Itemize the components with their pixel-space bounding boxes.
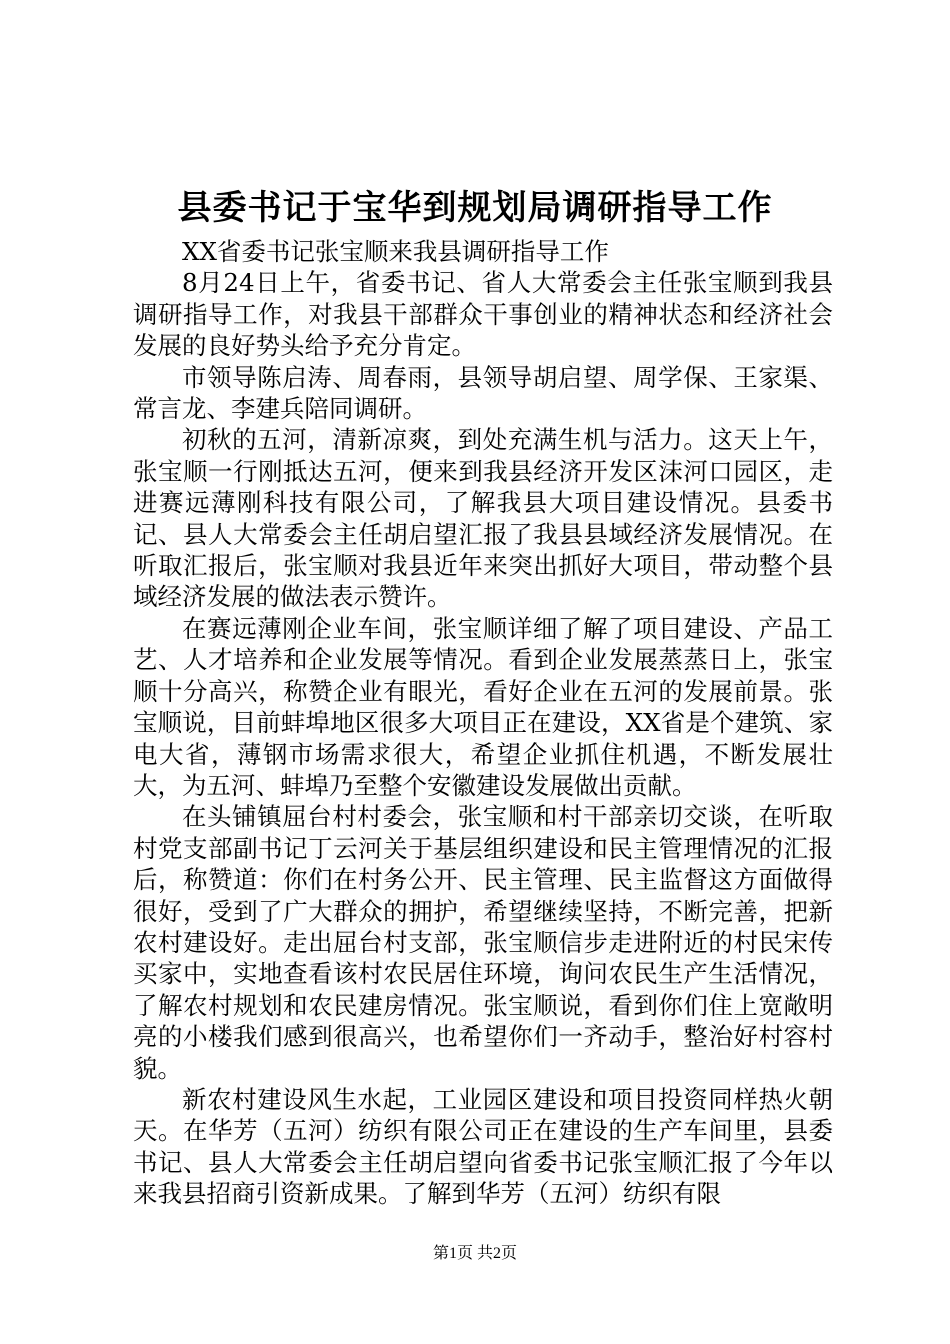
page-title: 县委书记于宝华到规划局调研指导工作 — [177, 188, 773, 228]
paragraph: 在头铺镇屈台村村委会，张宝顺和村干部亲切交谈，在听取村党支部副书记丁云河关于基层组织建设和民主管理情况的汇报后，称赞道：你们在村务公开、民主管理、民主监督这方面做得很好，受到了广大群众的拥护，希望继续坚持，不断完善，把新农村建设好。走出屈台村支部，张宝顺信步走进附近的村民宋传买家中，实地查看该村农民居住环境，询问农民生产生活情况，了解农村规划和农民建房情况。张宝顺说，看到你们住上宽敞明亮的小楼我们感到很高兴，也希望你们一齐动手，整治好村容村貌。 — [133, 802, 833, 1083]
page-number: 第1页 共2页 — [432, 1245, 517, 1262]
paragraph: 市领导陈启涛、周春雨，县领导胡启望、周学保、王家渠、常言龙、李建兵陪同调研。 — [133, 362, 833, 424]
paragraph: 新农村建设风生水起，工业园区建设和项目投资同样热火朝天。在华芳（五河）纺织有限公司正在建设的生产车间里，县委书记、县人大常委会主任胡启望向省委书记张宝顺汇报了今年以来我县招商引资新成果。了解到华芳（五河）纺织有限 — [133, 1084, 833, 1209]
paragraph: 在赛远薄刚企业车间，张宝顺详细了解了项目建设、产品工艺、人才培养和企业发展等情况。看到企业发展蒸蒸日上，张宝顺十分高兴，称赞企业有眼光，看好企业在五河的发展前景。张宝顺说，目前蚌埠地区很多大项目正在建设，XX省是个建筑、家电大省，薄钢市场需求很大，希望企业抓住机遇，不断发展壮大，为五河、蚌埠乃至整个安徽建设发展做出贡献。 — [133, 613, 833, 800]
paragraph: 8月24日上午，省委书记、省人大常委会主任张宝顺到我县调研指导工作，对我县干部群众干事创业的精神状态和经济社会发展的良好势头给予充分肯定。 — [133, 268, 833, 361]
paragraph: 初秋的五河，清新凉爽，到处充满生机与活力。这天上午，张宝顺一行刚抵达五河，便来到我县经济开发区沫河口园区，走进赛远薄刚科技有限公司，了解我县大项目建设情况。县委书记、县人大常委会主任胡启望汇报了我县县域经济发展情况。在听取汇报后，张宝顺对我县近年来突出抓好大项目，带动整个县域经济发展的做法表示赞许。 — [133, 425, 833, 612]
article-body — [133, 236, 833, 1210]
paragraph-subtitle: XX省委书记张宝顺来我县调研指导工作 — [182, 237, 609, 266]
